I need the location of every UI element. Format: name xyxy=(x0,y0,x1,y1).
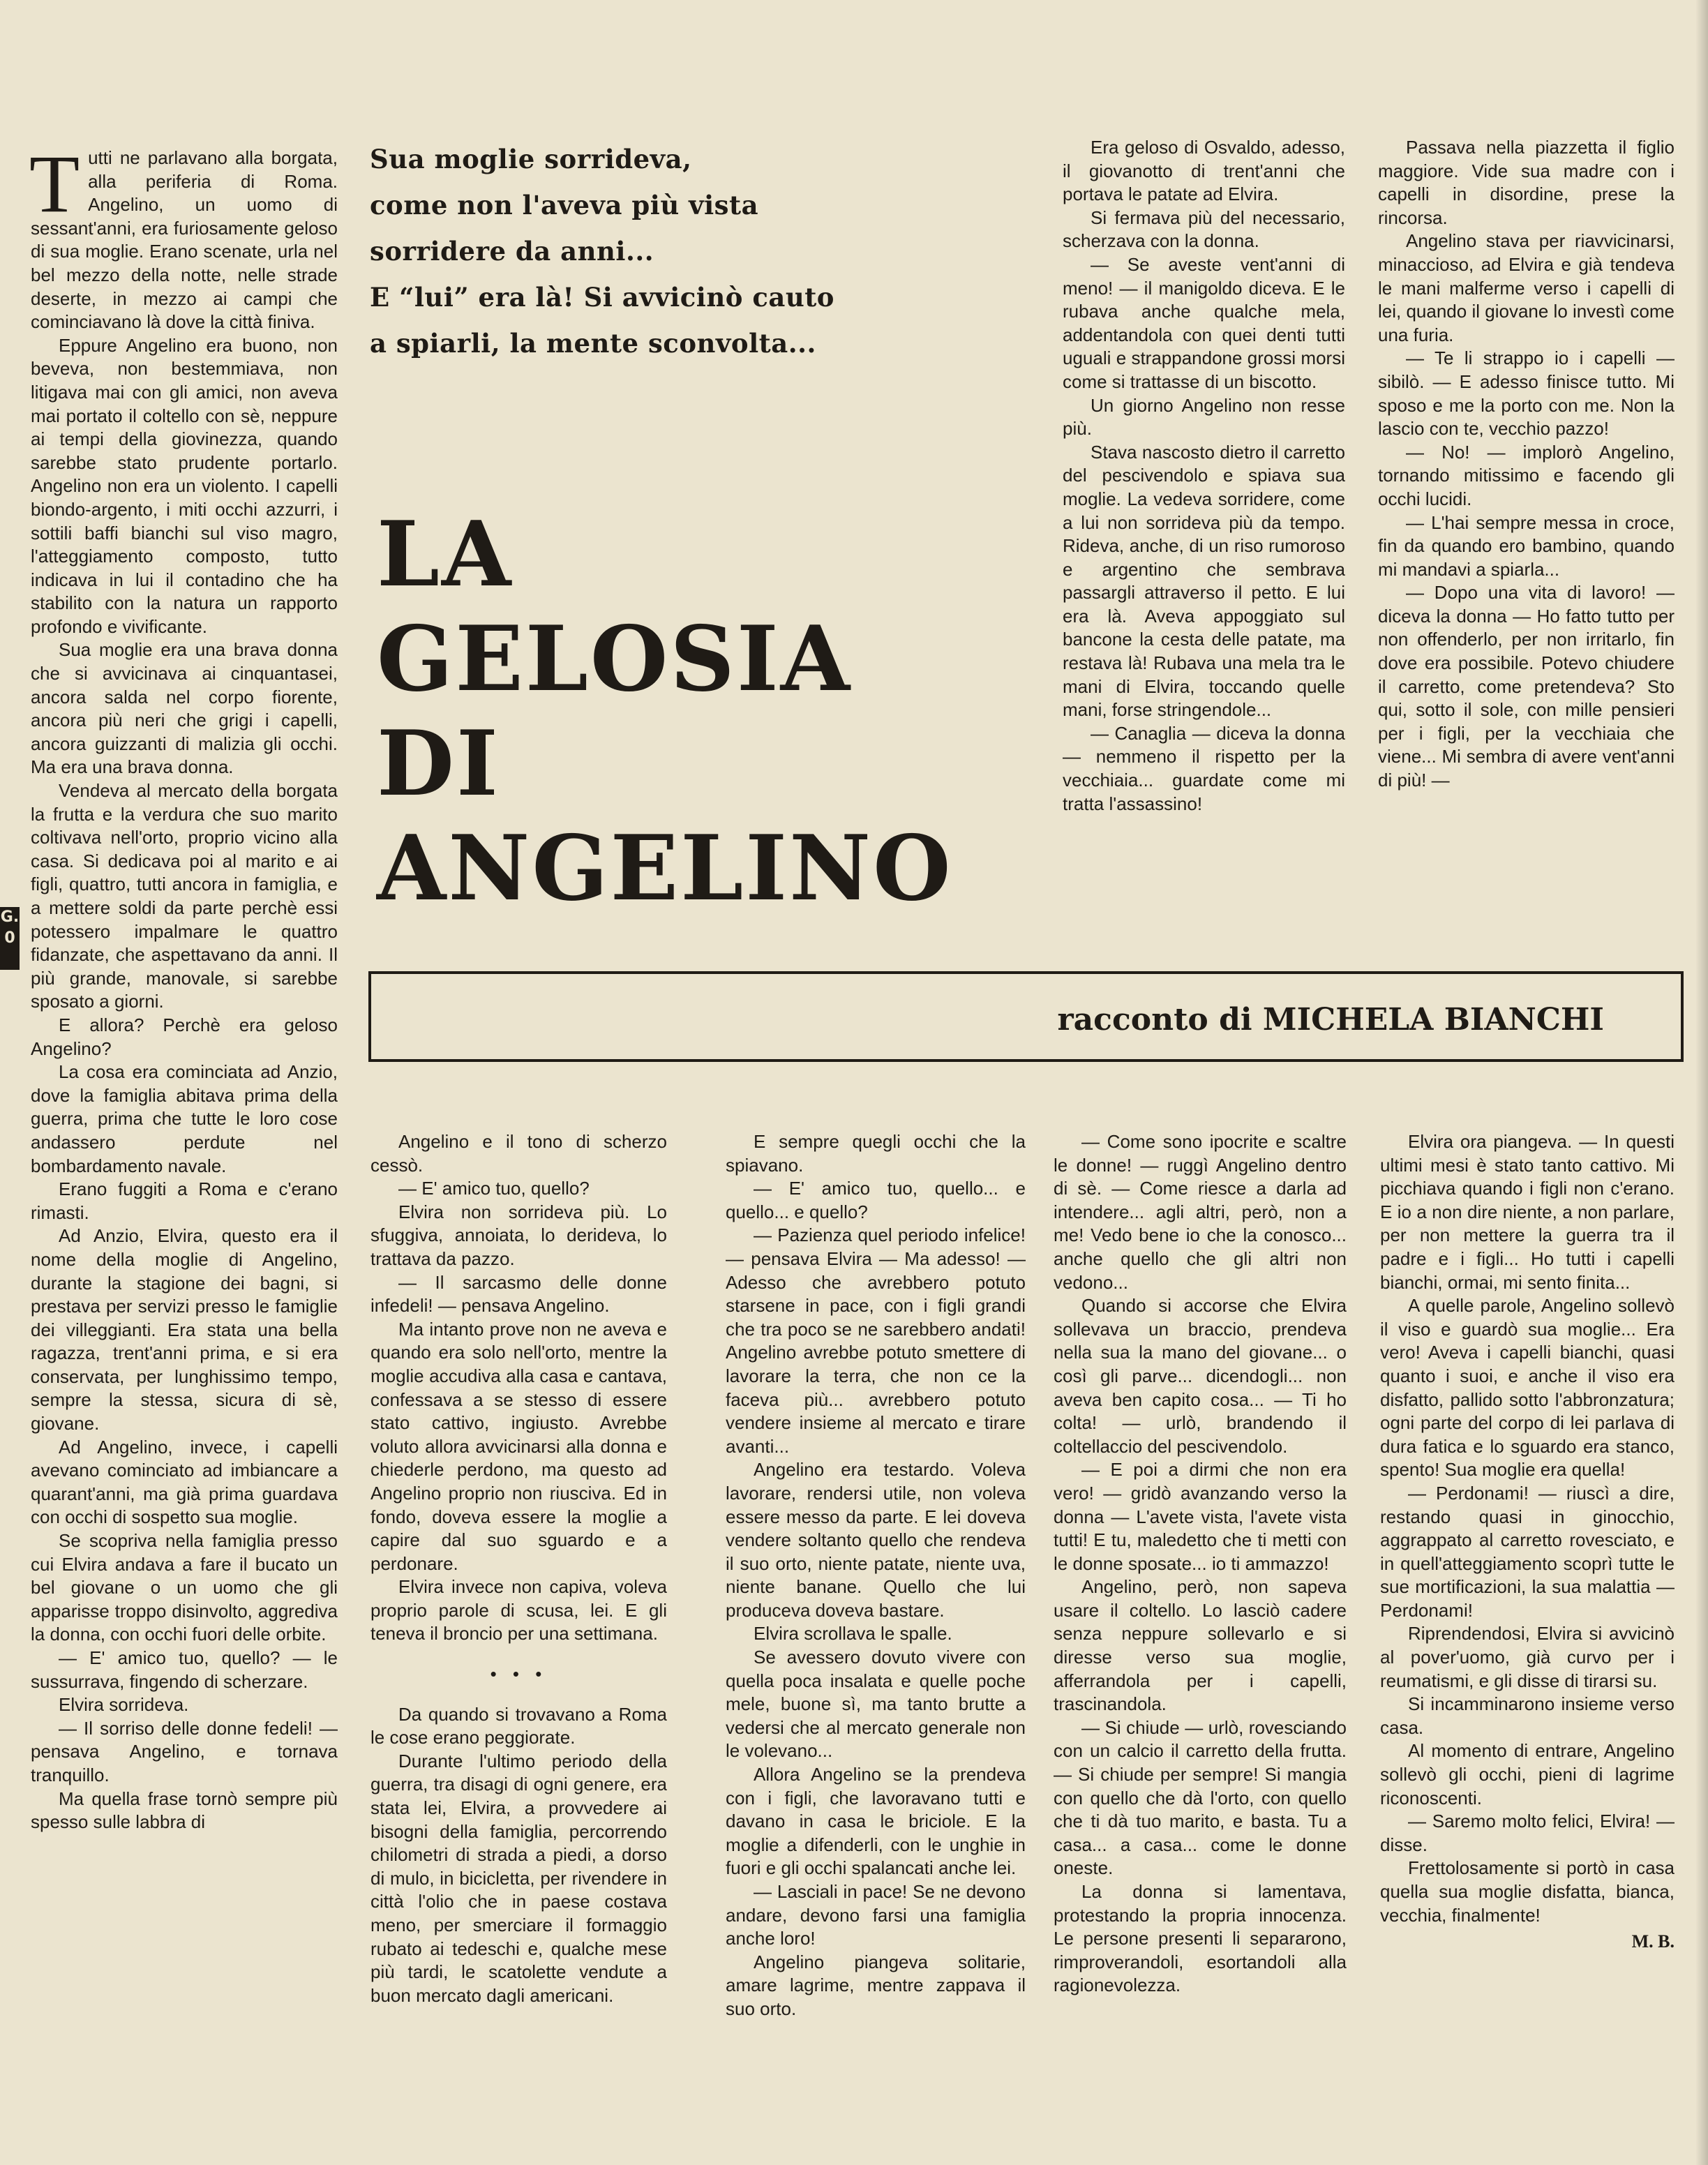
article-paragraph: E sempre quegli occhi che la spiavano. xyxy=(726,1131,1026,1176)
article-paragraph: Elvira invece non capiva, voleva proprio parole di scusa, lei. E gli teneva il broncio per una settimana. xyxy=(370,1576,667,1645)
article-paragraph: Ad Anzio, Elvira, questo era il nome della moglie di Angelino, durante la stagione dei bagni, si prestava per servizi presso le famiglie dei villeggianti. Era stata una bella ragazza, trent'anni prima, e si era conservata, per lunghissimo tempo, sempre la stessa, sicura di sè, giovane. xyxy=(31,1225,338,1434)
article-paragraph: — Si chiude — urlò, rovesciando con un calcio il carretto della frutta. — Si chiude per sempre! Si mangia con quello che dà l'orto, con quello che ti dà tuo marito, e basta. Tu a casa... a casa... come le donne oneste. xyxy=(1054,1716,1347,1879)
article-column-4 xyxy=(1063,136,1345,816)
teaser-line: come non l'aveva più vista xyxy=(370,190,759,220)
article-paragraph: — E' amico tuo, quello? — le sussurrava, fingendo di scherzare. xyxy=(31,1647,338,1692)
article-paragraph: Elvira scrollava le spalle. xyxy=(754,1623,952,1645)
article-paragraph: Ma quella frase tornò sempre più spesso sulle labbra di xyxy=(31,1788,338,1833)
article-paragraph: Ma intanto prove non ne aveva e quando era solo nell'orto, mentre la moglie accudiva alla casa e cantava, confessava a se stesso di essere stato cattivo, ingiusto. Avrebbe voluto allora avvicinarsi alla donna e chiederle perdono, ma questo ad Angelino proprio non riusciva. Ed in fondo, doveva essere la moglie a capire dal suo sguardo e a perdonare. xyxy=(370,1318,667,1574)
article-paragraph: — Lasciali in pace! Se ne devono andare, devono farsi una famiglia anche loro! xyxy=(726,1881,1026,1949)
teaser-line: E “lui” era là! Si avvicinò cauto xyxy=(370,282,834,313)
article-paragraph: — E poi a dirmi che non era vero! — gridò avanzando verso la donna — L'avete vista, l'avete vista tutti! E tu, maledetto che ti metti con le donne sposate... io ti ammazzo! xyxy=(1054,1459,1347,1574)
article-paragraph: Allora Angelino se la prendeva con i figli, che lavoravano tutti e davano in casa le briciole. E la moglie a difenderli, con le unghie in fuori e gli occhi spalancati anche lei. xyxy=(726,1764,1026,1879)
article-paragraph: Era geloso di Osvaldo, adesso, il giovanotto di trent'anni che portava le patate ad Elvira. xyxy=(1063,137,1345,205)
article-paragraph: — E' amico tuo, quello... e quello... e quello? xyxy=(726,1178,1026,1222)
page-tab-line2: 0 xyxy=(4,929,15,947)
article-paragraph: — Il sarcasmo delle donne infedeli! — pensava Angelino. xyxy=(370,1271,667,1317)
article-paragraph: Da quando si trovavano a Roma le cose erano peggiorate. xyxy=(370,1703,667,1748)
byline-box xyxy=(368,971,1684,1062)
article-column-7 xyxy=(1380,1130,1675,1954)
article-paragraph: Erano fuggiti a Roma e c'erano rimasti. xyxy=(31,1178,338,1223)
article-paragraph: Ad Angelino, invece, i capelli avevano cominciato ad imbiancare a quarant'anni, ma già prima guardava con occhi di sospetto sua moglie. xyxy=(31,1436,338,1528)
article-column-3 xyxy=(726,1130,1026,2021)
teaser-line: sorridere da anni... xyxy=(370,236,654,267)
article-paragraph: — Come sono ipocrite e scaltre le donne! — ruggì Angelino dentro di sè. — Come riesce a darla ad intendere... agli altri, però, non a me! Vedo bene io che la conosco... anche quello che gli altri non vedono... xyxy=(1054,1131,1347,1293)
title-line: GELOSIA xyxy=(377,607,852,712)
article-paragraph: Angelino stava per riavvicinarsi, minaccioso, ad Elvira e già tendeva le mani malferme verso i capelli di lei, quando il giovane lo investì come una furia. xyxy=(1378,230,1675,345)
article-column-6 xyxy=(1054,1130,1347,1998)
article-paragraph: Angelino e il tono di scherzo cessò. xyxy=(370,1131,667,1176)
article-paragraph: Angelino, però, non sapeva usare il coltello. Lo lasciò cadere senza neppure sollevarlo e si diresse verso sua moglie, afferrandola per i capelli, trascinandola. xyxy=(1054,1576,1347,1715)
article-paragraph: Al momento di entrare, Angelino sollevò gli occhi, pieni di lagrime riconoscenti. xyxy=(1380,1740,1675,1808)
article-paragraph: E allora? Perchè era geloso Angelino? xyxy=(31,1014,338,1059)
article-paragraph: — Se aveste vent'anni di meno! — il manigoldo diceva. E le rubava anche qualche mela, addentandola con quei denti tutti uguali e strappandone grossi morsi come si trattasse di un biscotto. xyxy=(1063,253,1345,392)
teaser-line: Sua moglie sorrideva, xyxy=(370,144,692,174)
article-column-1 xyxy=(29,138,338,1834)
article-paragraph: Eppure Angelino era buono, non beveva, non bestemmiava, non litigava mai con gli amici, non aveva mai portato il coltello con sè, neppure ai tempi della giovinezza, quando sarebbe stato prudente portarlo. Angelino non era un violento. I capelli biondo-argento, i miti occhi azzurri, i sottili baffi bianchi sul viso magro, l'atteggiamento composto, tutto indicava in lui il contadino che ha stabilito con la natura un rapporto profondo e vivificante. xyxy=(31,334,338,637)
article-paragraph: Elvira ora piangeva. — In questi ultimi mesi è stato tanto cattivo. Mi picchiava quando i figli non c'erano. E io a non dire niente, a non parlare, per non mettere la guerra tra il padre e i figli... Ho tutti i capelli bianchi, ormai, mi sento finita... xyxy=(1380,1131,1675,1293)
article-paragraph: — Il sorriso delle donne fedeli! — pensava Angelino, e tornava tranquillo. xyxy=(31,1717,338,1785)
page-number-tab xyxy=(0,907,20,970)
article-paragraph: — L'hai sempre messa in croce, fin da quando ero bambino, quando mi mandavi a spiarla... xyxy=(1378,511,1675,580)
article-paragraph: — Canaglia — diceva la donna — nemmeno il rispetto per la vecchiaia... guardate come mi tratta l'assassino! xyxy=(1063,722,1345,814)
article-paragraph: Quando si accorse che Elvira sollevava un braccio, prendeva nella sua la mano del giovane... o così gli parve... dicendogli... non aveva ben capito cosa... — Ti ho colta! — urlò, brandendo il coltellaccio del pescivendolo. xyxy=(1054,1295,1347,1457)
article-paragraph: Elvira sorrideva. xyxy=(59,1694,189,1716)
teaser-text xyxy=(370,136,942,366)
article-column-2 xyxy=(370,1130,667,2007)
article-paragraph: Stava nascosto dietro il carretto del pescivendolo e spiava sua moglie. La vedeva sorridere, come a lui non sorrideva più da tempo. Rideva, anche, di un riso rumoroso e argentino che sembrava passargli attraverso il petto. E lui era là. Aveva appoggiato sul bancone la cesta delle patate, ma restava là! Rubava una mela tra le mani di Elvira, toccando quelle mani, forse stringendole... xyxy=(1063,441,1345,721)
article-paragraph: — E' amico tuo, quello? xyxy=(398,1178,590,1199)
article-column-5 xyxy=(1378,136,1675,793)
article-paragraph: — Saremo molto felici, Elvira! — disse. xyxy=(1380,1811,1675,1855)
article-paragraph: Se avessero dovuto vivere con quella poca insalata e quelle poche mele, buone sì, ma tanto brutte a vedersi che al mercato generale non le volevano... xyxy=(726,1647,1026,1762)
paragraph-text: utti ne parlavano alla borgata, alla periferia di Roma. Angelino, un uomo di sessant'anni, era furiosamente geloso di sua moglie. Erano scenate, urla nel bel mezzo della notte, nelle strade deserte, in mezzo ai campi che cominciavano là dove la città finiva. xyxy=(31,147,338,333)
article-paragraph: Si incamminarono insieme verso casa. xyxy=(1380,1693,1675,1738)
article-paragraph xyxy=(29,138,338,334)
page-gutter-shadow xyxy=(1695,0,1708,2165)
page-tab-line1: G. xyxy=(0,908,20,926)
article-paragraph: La cosa era cominciata ad Anzio, dove la famiglia abitava prima della guerra, prima che tutte le loro cose andassero perdute nel bombardamento navale. xyxy=(31,1061,338,1176)
title-line: LA xyxy=(377,502,514,607)
article-paragraph: — Perdonami! — riuscì a dire, restando quasi in ginocchio, aggrappato al carretto rovesciato, e in quell'atteggiamento scoprì tutte le sue mortificazioni, la sua malattia — Perdonami! xyxy=(1380,1482,1675,1621)
article-paragraph: Elvira non sorrideva più. Lo sfuggiva, annoiata, lo derideva, lo trattava da pazzo. xyxy=(370,1201,667,1269)
byline: racconto di MICHELA BIANCHI xyxy=(1057,1002,1604,1037)
article-paragraph: Angelino piangeva solitarie, amare lagrime, mentre zappava il suo orto. xyxy=(726,1951,1026,2019)
article-paragraph: Angelino era testardo. Voleva lavorare, rendersi utile, non voleva essere messo da parte. E lei doveva vendere soltanto quello che rendeva il suo orto, niente patate, niente uva, niente banane. Quello che lui produceva doveva bastare. xyxy=(726,1459,1026,1621)
article-paragraph: Riprendendosi, Elvira si avvicinò al pover'uomo, già curvo per i reumatismi, e gli disse di tirarsi su. xyxy=(1380,1623,1675,1691)
article-paragraph: A quelle parole, Angelino sollevò il viso e guardò sua moglie... Era vero! Aveva i capelli bianchi, quasi quanto i suoi, e anche il viso era disfatto, pallido sotto l'abbronzatura; ogni parte del corpo di lei parlava di dura fatica e lo sguardo era stanco, spento! Sua moglie era quella! xyxy=(1380,1295,1675,1481)
article-paragraph: — No! — implorò Angelino, tornando mitissimo e facendo gli occhi lucidi. xyxy=(1378,441,1675,509)
article-paragraph: Si fermava più del necessario, scherzava con la donna. xyxy=(1063,207,1345,252)
section-separator: • • • xyxy=(490,1663,548,1685)
article-paragraph: Passava nella piazzetta il figlio maggiore. Vide sua madre con i capelli in disordine, prese la rincorsa. xyxy=(1378,137,1675,228)
article-paragraph: — Te li strappo io i capelli — sibilò. — E adesso finisce tutto. Mi sposo e me la porto con me. Non la lascio con te, vecchio pazzo! xyxy=(1378,347,1675,440)
article-paragraph: — Dopo una vita di lavoro! — diceva la donna — Ho fatto tutto per non offenderlo, per non irritarlo, fin dove era possibile. Potevo chiudere il carretto, come pretendeva? Sto qui, sotto il sole, con mille pensieri per i figli, per la vecchiaia che viene... Mi sembra di avere vent'anni di più! — xyxy=(1378,582,1675,791)
author-signature: M. B. xyxy=(1631,1931,1675,1952)
article-paragraph: Se scopriva nella famiglia presso cui Elvira andava a fare il bucato un bel giovane o un uomo che gli apparisse troppo disinvolto, aggrediva la donna, con occhi fuori delle orbite. xyxy=(31,1530,338,1645)
article-paragraph: Sua moglie era una brava donna che si avvicinava ai cinquantasei, ancora salda nel corpo fiorente, ancora più neri che grigi i capelli, ancora guizzanti di malizia gli occhi. Ma era una brava donna. xyxy=(31,639,338,778)
article-paragraph: Frettolosamente si portò in casa quella sua moglie disfatta, bianca, vecchia, finalmente! xyxy=(1380,1857,1675,1926)
article-paragraph: Un giorno Angelino non resse più. xyxy=(1063,394,1345,440)
drop-cap: T xyxy=(29,138,80,230)
article-title xyxy=(377,502,1033,921)
article-paragraph: La donna si lamentava, protestando la propria innocenza. Le persone presenti li separarono, rimproverandoli, esortandoli alla ragionevolezza. xyxy=(1054,1881,1347,1996)
article-paragraph: Vendeva al mercato della borgata la frutta e la verdura che suo marito coltivava nell'orto, proprio vicino alla casa. Si dedicava poi al marito e ai figli, quattro, tutti ancora in famiglia, e a mettere soldi da parte perchè essi potessero impalmare le quattro fidanzate, che aspettavano da anni. Il più grande, manovale, si sarebbe sposato a giorni. xyxy=(31,780,338,1012)
article-paragraph: — Pazienza quel periodo infelice! — pensava Elvira — Ma adesso! — Adesso che avrebbero potuto starsene in pace, con i figli grandi che tra poco se ne sarebbero andati! Angelino avrebbe potuto smettere di lavorare la terra, che non ce la faceva più... avrebbero potuto vendere insieme al mercato e tirare avanti... xyxy=(726,1224,1026,1457)
teaser-line: a spiarli, la mente sconvolta... xyxy=(370,328,816,359)
title-line: DI xyxy=(377,712,500,816)
title-line: ANGELINO xyxy=(377,816,953,921)
article-paragraph: Durante l'ultimo periodo della guerra, tra disagi di ogni genere, era stata lei, Elvira, a provvedere ai bisogni della famiglia, percorrendo chilometri di strada a piedi, a dorso di mulo, in bicicletta, per rivendere in città l'olio che in paese costava meno, per smerciare il formaggio rubato ai tedeschi e, qualche mese più tardi, le scatolette vendute a buon mercato dagli americani. xyxy=(370,1750,667,2006)
